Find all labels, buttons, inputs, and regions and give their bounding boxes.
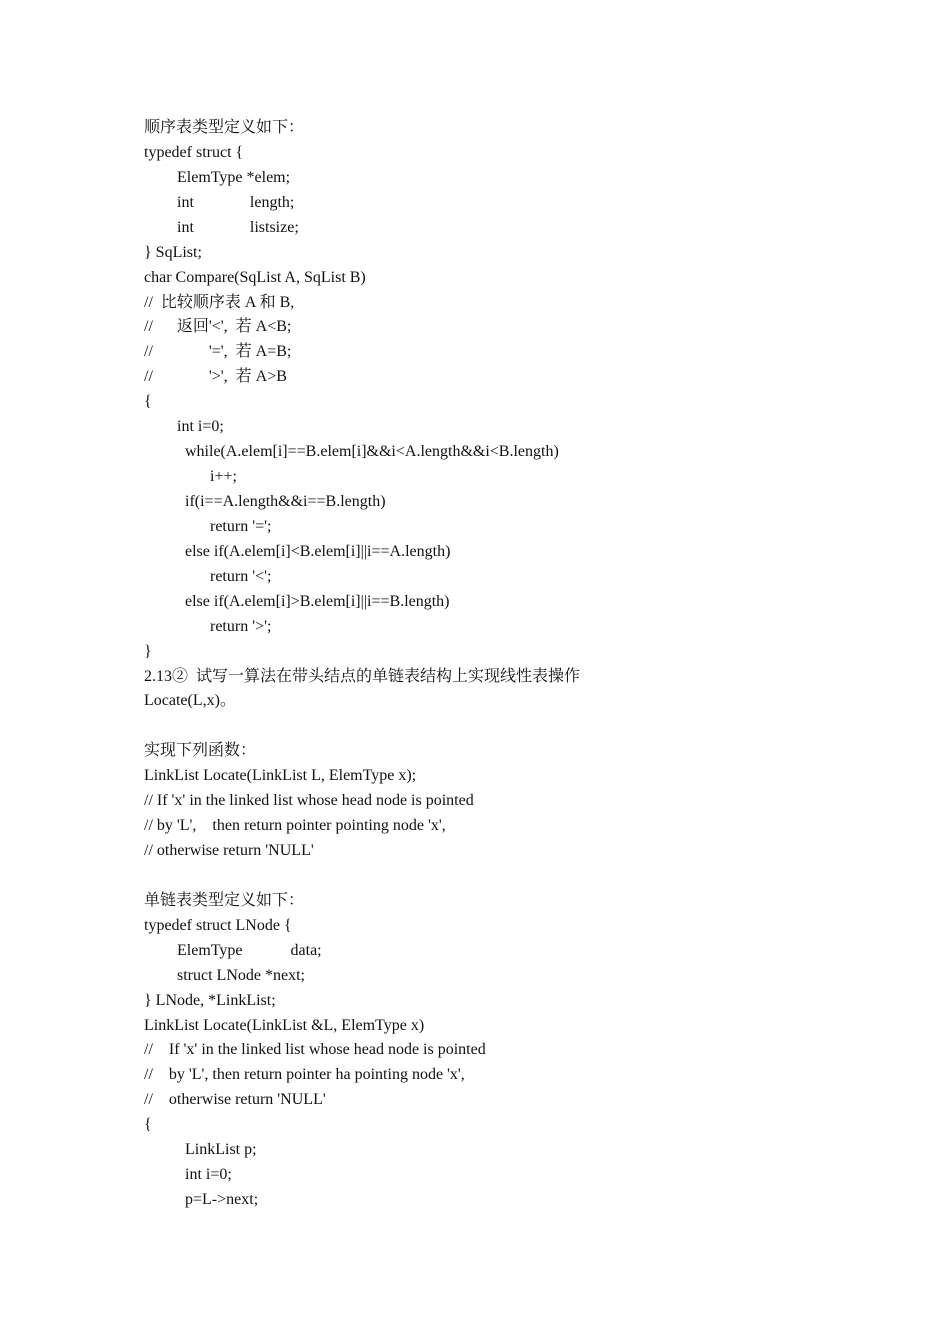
document-line: } LNode, *LinkList;	[144, 991, 276, 1009]
document-line: while(A.elem[i]==B.elem[i]&&i<A.length&&i<B.length)	[185, 443, 559, 461]
document-line: struct LNode *next;	[177, 966, 305, 984]
document-line: // otherwise return 'NULL'	[144, 842, 314, 859]
document-line: // by 'L', then return pointer pointing node 'x',	[144, 817, 446, 834]
document-line: // '=', 若 A=B;	[144, 343, 292, 361]
document-line: int length;	[177, 193, 295, 211]
document-line: 2.13② 试写一算法在带头结点的单链表结构上实现线性表操作	[144, 667, 581, 685]
document-line: typedef struct {	[144, 143, 244, 161]
document-line: i++;	[210, 468, 237, 485]
document-line: LinkList Locate(LinkList L, ElemType x);	[144, 767, 417, 785]
document-line: int listsize;	[177, 218, 299, 236]
document-line: // '>', 若 A>B	[144, 368, 287, 386]
document-line: int i=0;	[185, 1166, 232, 1184]
document-line: else if(A.elem[i]>B.elem[i]||i==B.length)	[185, 592, 450, 610]
document-line: // by 'L', then return pointer ha pointing node 'x',	[144, 1066, 465, 1084]
document-line: 实现下列函数：	[144, 742, 257, 760]
document-line: char Compare(SqList A, SqList B)	[144, 268, 366, 286]
document-line: } SqList;	[144, 243, 202, 261]
document-line: ElemType *elem;	[177, 168, 291, 186]
document-line: 顺序表类型定义如下：	[144, 119, 305, 136]
document-line: if(i==A.length&&i==B.length)	[185, 492, 386, 510]
document-line: ElemType data;	[177, 941, 322, 959]
document-line: return '>';	[210, 617, 272, 635]
document-line: }	[144, 642, 152, 660]
document-line: // otherwise return 'NULL'	[144, 1091, 326, 1109]
document-line: // 返回'<', 若 A<B;	[144, 318, 292, 336]
document-line: return '=';	[210, 517, 272, 535]
document-line: {	[144, 1116, 152, 1134]
document-line: // 比较顺序表 A 和 B,	[144, 293, 295, 311]
document-line: else if(A.elem[i]<B.elem[i]||i==A.length)	[185, 542, 451, 560]
document-line: p=L->next;	[185, 1191, 259, 1208]
document-line: typedef struct LNode {	[144, 916, 292, 934]
document-line: {	[144, 393, 152, 411]
document-line: // If 'x' in the linked list whose head node is pointed	[144, 1041, 486, 1059]
document-line: // If 'x' in the linked list whose head node is pointed	[144, 792, 474, 810]
document-line: int i=0;	[177, 418, 224, 436]
document-line: return '<';	[210, 567, 272, 585]
document-line: 单链表类型定义如下：	[144, 891, 305, 909]
document-line: LinkList p;	[185, 1141, 257, 1159]
document-line: LinkList Locate(LinkList &L, ElemType x)	[144, 1016, 425, 1034]
document-line: Locate(L,x)。	[144, 692, 236, 710]
